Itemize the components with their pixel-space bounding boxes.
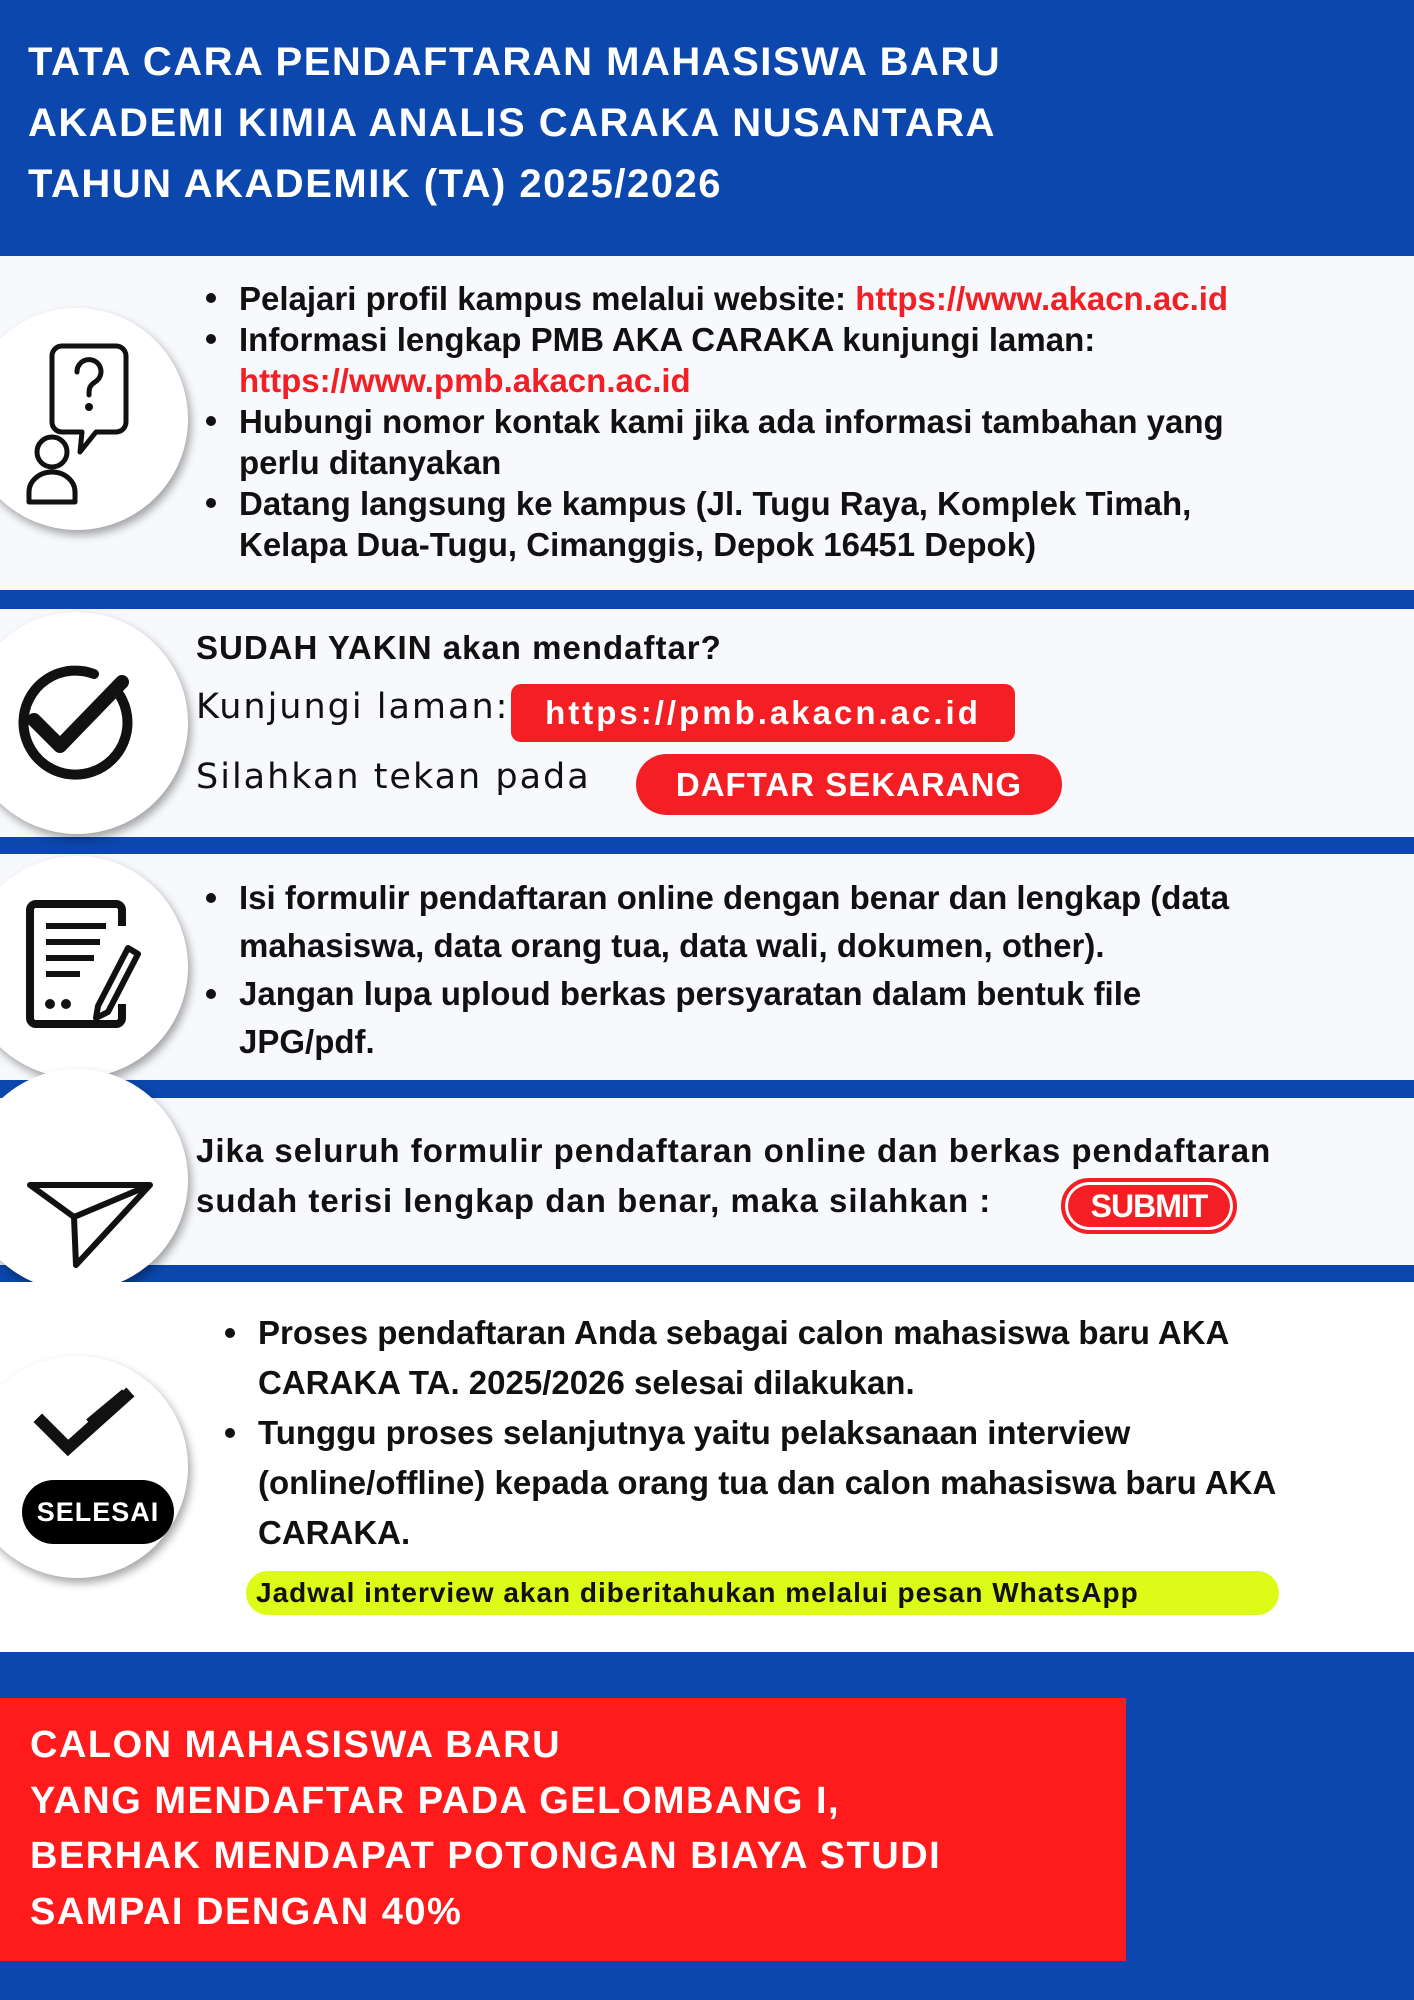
double-check-icon bbox=[0, 1356, 188, 1578]
step-3-list bbox=[239, 874, 1229, 1066]
submit-button[interactable]: SUBMIT bbox=[1061, 1178, 1237, 1234]
promo-banner bbox=[0, 1698, 1126, 1961]
step-5-list bbox=[258, 1308, 1276, 1558]
question-person-icon bbox=[0, 308, 188, 530]
visit-label: Kunjungi laman: bbox=[196, 687, 510, 727]
list-item-text: Proses pendaftaran Anda sebagai calon mahasiswa baru AKA bbox=[258, 1314, 1230, 1351]
selesai-badge: SELESAI bbox=[22, 1480, 174, 1544]
step-2-panel bbox=[0, 609, 1414, 837]
promo-line: SAMPAI DENGAN 40% bbox=[30, 1891, 463, 1933]
list-item bbox=[239, 319, 1228, 401]
list-item-text: CARAKA TA. 2025/2026 selesai dilakukan. bbox=[258, 1364, 915, 1401]
paper-plane-icon bbox=[0, 1069, 188, 1291]
step-5-icon-circle bbox=[0, 1356, 188, 1578]
list-item bbox=[239, 874, 1229, 970]
step-4-icon-circle bbox=[0, 1069, 188, 1291]
list-item bbox=[258, 1408, 1276, 1558]
press-label: Silahkan tekan pada bbox=[196, 757, 591, 797]
step-1-panel bbox=[0, 256, 1414, 590]
pmb-link[interactable]: https://www.pmb.akacn.ac.id bbox=[239, 362, 691, 399]
list-item bbox=[239, 483, 1228, 565]
interview-note: Jadwal interview akan diberitahukan melalui pesan WhatsApp bbox=[246, 1571, 1279, 1615]
submit-instruction: sudah terisi lengkap dan benar, maka silahkan : bbox=[196, 1182, 992, 1219]
daftar-sekarang-button[interactable]: DAFTAR SEKARANG bbox=[636, 754, 1062, 815]
list-item-text: Kelapa Dua-Tugu, Cimanggis, Depok 16451 Depok) bbox=[239, 526, 1037, 563]
pmb-url-button[interactable]: https://pmb.akacn.ac.id bbox=[511, 684, 1015, 742]
header-title-line: AKADEMI KIMIA ANALIS CARAKA NUSANTARA bbox=[28, 101, 997, 145]
list-item-text: Hubungi nomor kontak kami jika ada informasi tambahan yang bbox=[239, 403, 1224, 440]
promo-line: YANG MENDAFTAR PADA GELOMBANG I, bbox=[30, 1780, 841, 1822]
list-item-text: Datang langsung ke kampus (Jl. Tugu Raya, Komplek Timah, bbox=[239, 485, 1192, 522]
list-item-text: mahasiswa, data orang tua, data wali, dokumen, other). bbox=[239, 927, 1105, 964]
list-item-text: Tunggu proses selanjutnya yaitu pelaksanaan interview bbox=[258, 1414, 1131, 1451]
step-1-list bbox=[239, 278, 1228, 565]
form-edit-icon bbox=[0, 856, 188, 1078]
step-2-icon-circle bbox=[0, 612, 188, 834]
confirm-question: SUDAH YAKIN akan mendaftar? bbox=[196, 629, 722, 666]
list-item-text: CARAKA. bbox=[258, 1514, 411, 1551]
list-item-text: Informasi lengkap PMB AKA CARAKA kunjungi laman: bbox=[239, 321, 1096, 358]
list-item bbox=[239, 401, 1228, 483]
list-item-text: Isi formulir pendaftaran online dengan benar dan lengkap (data bbox=[239, 879, 1230, 916]
step-1-icon-circle bbox=[0, 308, 188, 530]
list-item-text: Pelajari profil kampus melalui website: bbox=[239, 280, 856, 317]
header-banner bbox=[0, 0, 1414, 253]
header-title-line: TATA CARA PENDAFTARAN MAHASISWA BARU bbox=[28, 40, 1002, 84]
promo-line: BERHAK MENDAPAT POTONGAN BIAYA STUDI bbox=[30, 1835, 942, 1877]
website-link[interactable]: https://www.akacn.ac.id bbox=[855, 280, 1229, 317]
promo-line: CALON MAHASISWA BARU bbox=[30, 1724, 562, 1766]
list-item-text: perlu ditanyakan bbox=[239, 444, 502, 481]
step-4-panel bbox=[0, 1098, 1414, 1265]
list-item bbox=[239, 970, 1229, 1066]
header-title-line: TAHUN AKADEMIK (TA) 2025/2026 bbox=[28, 162, 722, 206]
submit-instruction: Jika seluruh formulir pendaftaran online dan berkas pendaftaran bbox=[196, 1132, 1272, 1169]
list-item-text: Jangan lupa uploud berkas persyaratan dalam bentuk file bbox=[239, 975, 1142, 1012]
step-3-icon-circle bbox=[0, 856, 188, 1078]
list-item-text: (online/offline) kepada orang tua dan calon mahasiswa baru AKA bbox=[258, 1464, 1277, 1501]
step-5-panel bbox=[0, 1282, 1414, 1652]
list-item-text: JPG/pdf. bbox=[239, 1023, 375, 1060]
list-item bbox=[239, 278, 1228, 319]
step-3-panel bbox=[0, 854, 1414, 1080]
checkmark-circle-icon bbox=[0, 612, 188, 834]
list-item bbox=[258, 1308, 1276, 1408]
